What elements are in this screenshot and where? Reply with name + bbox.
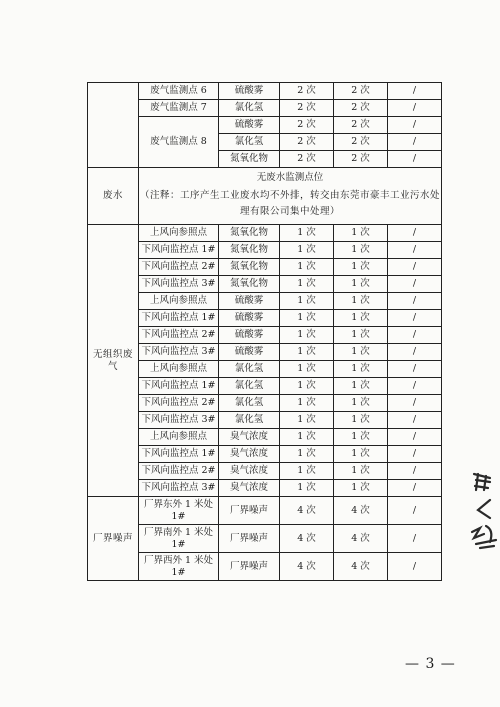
- frequency-cell-1: 1 次: [280, 276, 334, 293]
- stamp-stroke-chevron: [478, 500, 490, 518]
- frequency-cell-2: 2 次: [334, 83, 388, 100]
- category-cell-continued: [88, 83, 139, 168]
- pollutant-cell: 硫酸雾: [219, 344, 280, 361]
- point-cell: 厂界西外 1 米处 1#: [139, 553, 219, 581]
- frequency-cell-1: 1 次: [280, 412, 334, 429]
- table-row: [88, 310, 442, 327]
- frequency-cell-1: 1 次: [280, 480, 334, 497]
- note-cell: /: [388, 497, 442, 525]
- table-row: [88, 378, 442, 395]
- frequency-cell-1: 1 次: [280, 327, 334, 344]
- pollutant-cell: 厂界噪声: [219, 525, 280, 553]
- table-row: [88, 361, 442, 378]
- frequency-cell-1: 2 次: [280, 134, 334, 151]
- note-cell: /: [388, 225, 442, 242]
- note-cell: /: [388, 344, 442, 361]
- point-cell: 下风向监控点 2#: [139, 395, 219, 412]
- point-cell: 下风向监控点 1#: [139, 310, 219, 327]
- point-cell: 废气监测点 6: [139, 83, 219, 100]
- table-row: [88, 259, 442, 276]
- point-cell: 下风向监控点 1#: [139, 446, 219, 463]
- note-cell: /: [388, 276, 442, 293]
- note-cell: /: [388, 151, 442, 168]
- frequency-cell-1: 1 次: [280, 259, 334, 276]
- pollutant-cell: 氯化氢: [219, 134, 280, 151]
- frequency-cell-1: 2 次: [280, 117, 334, 134]
- pollutant-cell: 臭气浓度: [219, 429, 280, 446]
- category-cell-wastewater: 废水: [88, 168, 139, 225]
- frequency-cell-2: 2 次: [334, 100, 388, 117]
- frequency-cell-1: 2 次: [280, 100, 334, 117]
- pollutant-cell: 硫酸雾: [219, 293, 280, 310]
- pollutant-cell: 硫酸雾: [219, 117, 280, 134]
- frequency-cell-1: 2 次: [280, 151, 334, 168]
- point-cell: 废气监测点 8: [139, 117, 219, 168]
- point-cell: 下风向监控点 1#: [139, 242, 219, 259]
- frequency-cell-1: 4 次: [280, 525, 334, 553]
- frequency-cell-2: 1 次: [334, 378, 388, 395]
- frequency-cell-2: 2 次: [334, 151, 388, 168]
- note-cell: /: [388, 553, 442, 581]
- frequency-cell-2: 1 次: [334, 344, 388, 361]
- point-cell: 下风向监控点 3#: [139, 276, 219, 293]
- point-cell: 上风向参照点: [139, 361, 219, 378]
- point-cell: 下风向监控点 1#: [139, 378, 219, 395]
- frequency-cell-1: 1 次: [280, 429, 334, 446]
- frequency-cell-2: 1 次: [334, 225, 388, 242]
- note-cell: /: [388, 480, 442, 497]
- frequency-cell-1: 1 次: [280, 344, 334, 361]
- point-cell: 下风向监控点 2#: [139, 463, 219, 480]
- frequency-cell-2: 1 次: [334, 310, 388, 327]
- note-cell: /: [388, 463, 442, 480]
- note-cell: /: [388, 100, 442, 117]
- note-cell: /: [388, 293, 442, 310]
- frequency-cell-2: 2 次: [334, 134, 388, 151]
- table-row: [88, 100, 442, 117]
- table-row: [88, 525, 442, 553]
- table-row: [88, 480, 442, 497]
- frequency-cell-2: 1 次: [334, 242, 388, 259]
- stamp-fragment: [460, 470, 500, 560]
- frequency-cell-1: 1 次: [280, 293, 334, 310]
- frequency-cell-1: 1 次: [280, 463, 334, 480]
- note-cell: /: [388, 259, 442, 276]
- table-row: [88, 117, 442, 134]
- note-cell: /: [388, 117, 442, 134]
- frequency-cell-1: 1 次: [280, 446, 334, 463]
- table-row: [88, 83, 442, 100]
- frequency-cell-1: 1 次: [280, 395, 334, 412]
- table-row: [88, 446, 442, 463]
- pollutant-cell: 氮氧化物: [219, 259, 280, 276]
- point-cell: 下风向监控点 2#: [139, 259, 219, 276]
- frequency-cell-1: 1 次: [280, 225, 334, 242]
- point-cell: 下风向监控点 3#: [139, 412, 219, 429]
- point-cell: 下风向监控点 3#: [139, 344, 219, 361]
- frequency-cell-2: 4 次: [334, 497, 388, 525]
- frequency-cell-1: 1 次: [280, 242, 334, 259]
- wastewater-title: 无废水监测点位: [256, 172, 324, 184]
- note-cell: /: [388, 429, 442, 446]
- pollutant-cell: 硫酸雾: [219, 310, 280, 327]
- table-row: [88, 327, 442, 344]
- frequency-cell-2: 1 次: [334, 293, 388, 310]
- table-row: [88, 242, 442, 259]
- pollutant-cell: 硫酸雾: [219, 83, 280, 100]
- wastewater-note: （注释：工序产生工业废水均不外排，转交由东莞市豪丰工业污水处理有限公司集中处理）: [140, 190, 441, 217]
- note-cell: /: [388, 310, 442, 327]
- point-cell: 上风向参照点: [139, 225, 219, 242]
- frequency-cell-2: 1 次: [334, 361, 388, 378]
- frequency-cell-2: 1 次: [334, 480, 388, 497]
- pollutant-cell: 氯化氢: [219, 361, 280, 378]
- pollutant-cell: 硫酸雾: [219, 327, 280, 344]
- pollutant-cell: 氮氧化物: [219, 242, 280, 259]
- table-row-wastewater: [88, 168, 442, 225]
- pollutant-cell: 氮氧化物: [219, 225, 280, 242]
- pollutant-cell: 氯化氢: [219, 378, 280, 395]
- note-cell: /: [388, 327, 442, 344]
- table-row: [88, 344, 442, 361]
- table-row: [88, 497, 442, 525]
- frequency-cell-2: 1 次: [334, 429, 388, 446]
- stamp-stroke-top: [474, 474, 490, 490]
- frequency-cell-1: 4 次: [280, 553, 334, 581]
- note-cell: /: [388, 378, 442, 395]
- page-number: — 3 —: [405, 656, 456, 672]
- pollutant-cell: 氯化氢: [219, 100, 280, 117]
- note-cell: /: [388, 395, 442, 412]
- category-cell-unorganized: 无组织废气: [88, 225, 139, 497]
- table-row: [88, 276, 442, 293]
- pollutant-cell: 厂界噪声: [219, 497, 280, 525]
- frequency-cell-1: 1 次: [280, 310, 334, 327]
- note-cell: /: [388, 446, 442, 463]
- frequency-cell-2: 1 次: [334, 412, 388, 429]
- note-cell: /: [388, 83, 442, 100]
- frequency-cell-2: 2 次: [334, 117, 388, 134]
- frequency-cell-2: 1 次: [334, 259, 388, 276]
- frequency-cell-2: 4 次: [334, 525, 388, 553]
- note-cell: /: [388, 361, 442, 378]
- frequency-cell-1: 4 次: [280, 497, 334, 525]
- point-cell: 废气监测点 7: [139, 100, 219, 117]
- pollutant-cell: 臭气浓度: [219, 480, 280, 497]
- point-cell: 上风向参照点: [139, 293, 219, 310]
- table-row: [88, 429, 442, 446]
- frequency-cell-2: 1 次: [334, 395, 388, 412]
- pollutant-cell: 厂界噪声: [219, 553, 280, 581]
- note-cell: /: [388, 525, 442, 553]
- frequency-cell-2: 1 次: [334, 446, 388, 463]
- table-row: [88, 412, 442, 429]
- frequency-cell-1: 1 次: [280, 361, 334, 378]
- frequency-cell-2: 1 次: [334, 327, 388, 344]
- pollutant-cell: 氯化氢: [219, 412, 280, 429]
- frequency-cell-1: 1 次: [280, 378, 334, 395]
- note-cell: /: [388, 412, 442, 429]
- frequency-cell-2: 1 次: [334, 276, 388, 293]
- table-row: [88, 553, 442, 581]
- stamp-stroke-bottom: [472, 526, 496, 548]
- pollutant-cell: 臭气浓度: [219, 446, 280, 463]
- table-row: [88, 225, 442, 242]
- table-row: [88, 395, 442, 412]
- frequency-cell-2: 1 次: [334, 463, 388, 480]
- point-cell: 厂界东外 1 米处 1#: [139, 497, 219, 525]
- pollutant-cell: 氮氧化物: [219, 151, 280, 168]
- pollutant-cell: 氮氧化物: [219, 276, 280, 293]
- note-cell: /: [388, 242, 442, 259]
- wastewater-note-cell: [139, 168, 442, 225]
- point-cell: 下风向监控点 2#: [139, 327, 219, 344]
- monitoring-table: [87, 82, 442, 581]
- category-cell-noise: 厂界噪声: [88, 497, 139, 581]
- pollutant-cell: 臭气浓度: [219, 463, 280, 480]
- table-row: [88, 293, 442, 310]
- frequency-cell-1: 2 次: [280, 83, 334, 100]
- point-cell: 上风向参照点: [139, 429, 219, 446]
- point-cell: 厂界南外 1 米处 1#: [139, 525, 219, 553]
- point-cell: 下风向监控点 3#: [139, 480, 219, 497]
- pollutant-cell: 氯化氢: [219, 395, 280, 412]
- frequency-cell-2: 4 次: [334, 553, 388, 581]
- table-row: [88, 463, 442, 480]
- note-cell: /: [388, 134, 442, 151]
